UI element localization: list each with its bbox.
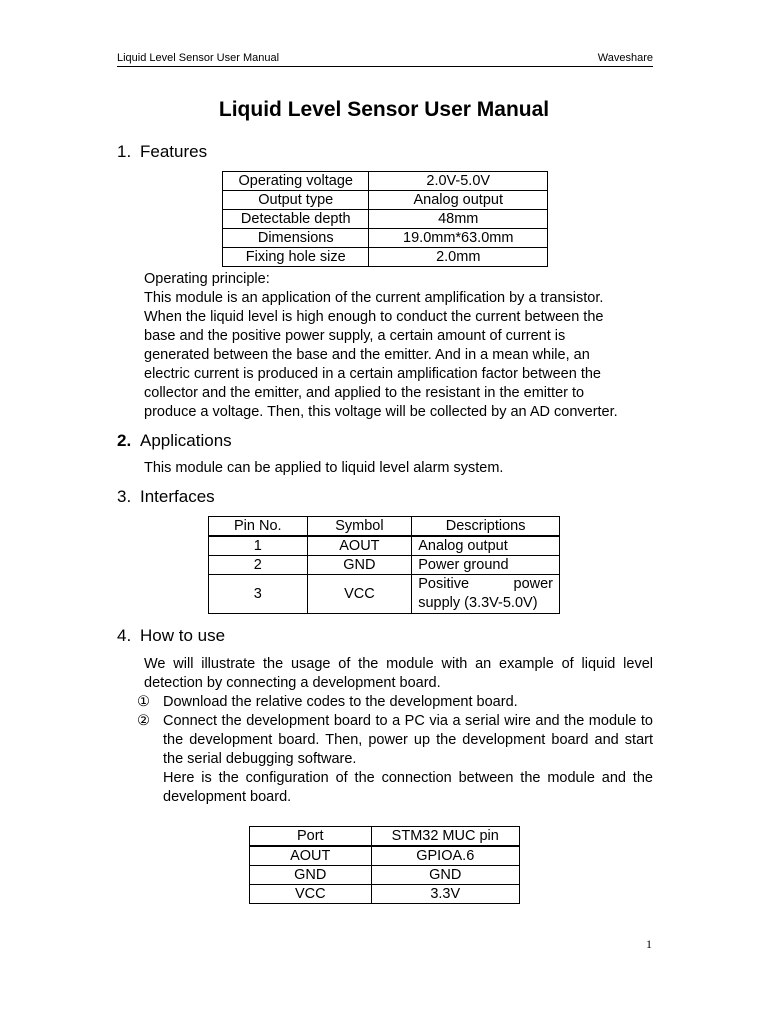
table-row	[209, 536, 560, 556]
page-title: Liquid Level Sensor User Manual	[218, 98, 550, 121]
section-number: 1.	[117, 142, 132, 161]
table-row	[250, 866, 520, 885]
table-cell: Dimensions	[223, 229, 369, 248]
table-cell: GND	[371, 866, 519, 885]
table-row	[223, 229, 548, 248]
table-cell: 2.0V-5.0V	[369, 172, 548, 191]
description-word: Positive	[418, 576, 470, 592]
how-to-use-intro: We will illustrate the usage of the module with an example of liquid level detection by connecting a development board.	[144, 656, 653, 691]
section-heading-interfaces	[117, 486, 215, 508]
section-label: Features	[140, 142, 208, 161]
running-header	[117, 52, 653, 67]
text-line: produce a voltage. Then, this voltage will be collected by an AD converter.	[144, 404, 618, 420]
text-line: electric current is produced in a certain amplification factor between the	[144, 366, 601, 382]
table-cell: 2.0mm	[369, 248, 548, 267]
section-number: 3.	[117, 487, 132, 506]
table-row	[223, 210, 548, 229]
column-header: Port	[250, 827, 372, 847]
table-row	[250, 885, 520, 904]
section-number: 2.	[117, 431, 132, 450]
text-line: collector and the emitter, and applied to the resistant in the emitter to	[144, 385, 585, 401]
column-header: STM32 MUC pin	[371, 827, 519, 847]
table-cell: VCC	[307, 575, 412, 614]
table-header-row	[250, 827, 520, 847]
table-row	[209, 575, 560, 614]
section-label: Interfaces	[140, 487, 215, 506]
operating-principle	[144, 270, 653, 422]
table-cell: VCC	[250, 885, 372, 904]
text-line: This module is an application of the current amplification by a transistor.	[144, 290, 604, 306]
table-row	[223, 172, 548, 191]
section-heading-applications	[117, 430, 232, 452]
table-cell: Analog output	[369, 191, 548, 210]
section-label: Applications	[140, 431, 232, 450]
section-heading-how-to-use	[117, 625, 225, 647]
table-cell: AOUT	[250, 846, 372, 866]
step-extra-text: Here is the configuration of the connection between the module and the development board.	[163, 770, 653, 805]
column-header: Descriptions	[412, 517, 560, 537]
table-cell: GND	[307, 556, 412, 575]
description-line	[418, 575, 553, 594]
table-cell: Power ground	[412, 556, 560, 575]
section-number: 4.	[117, 626, 132, 645]
table-cell: Output type	[223, 191, 369, 210]
table-row	[250, 846, 520, 866]
table-header-row	[209, 517, 560, 537]
step-text: Download the relative codes to the development board.	[163, 694, 518, 710]
table-cell: Operating voltage	[223, 172, 369, 191]
table-cell: Analog output	[412, 536, 560, 556]
description-word: power	[513, 576, 553, 592]
table-cell: Fixing hole size	[223, 248, 369, 267]
step-1	[137, 693, 653, 712]
text-line: base and the positive power supply, a certain amount of current is	[144, 328, 566, 344]
header-brand: Waveshare	[597, 52, 653, 64]
column-header: Pin No.	[209, 517, 308, 537]
step-marker: ①	[137, 694, 150, 710]
section-label: How to use	[140, 626, 226, 645]
table-cell: GPIOA.6	[371, 846, 519, 866]
table-cell	[412, 575, 560, 614]
table-cell: GND	[250, 866, 372, 885]
section-heading-features	[117, 141, 207, 163]
table-cell: 19.0mm*63.0mm	[369, 229, 548, 248]
step-marker: ②	[137, 713, 150, 729]
description-line: supply (3.3V-5.0V)	[418, 595, 538, 611]
table-cell: 2	[209, 556, 308, 575]
applications-text: This module can be applied to liquid level alarm system.	[144, 460, 504, 476]
column-header: Symbol	[307, 517, 412, 537]
table-cell: 3.3V	[371, 885, 519, 904]
table-cell: AOUT	[307, 536, 412, 556]
step-text: Connect the development board to a PC via a serial wire and the module to the development board. Then, power up the development board and start the serial debugging software.	[163, 713, 653, 767]
table-row	[223, 191, 548, 210]
table-cell: 1	[209, 536, 308, 556]
features-table	[222, 171, 548, 267]
port-table	[249, 826, 520, 904]
text-line: When the liquid level is high enough to conduct the current between the	[144, 309, 604, 325]
header-doc-title: Liquid Level Sensor User Manual	[117, 52, 280, 64]
interfaces-table	[208, 516, 560, 614]
table-row	[209, 556, 560, 575]
table-cell: Detectable depth	[223, 210, 369, 229]
table-row	[223, 248, 548, 267]
text-line: generated between the base and the emitter. And in a mean while, an	[144, 347, 590, 363]
table-cell: 3	[209, 575, 308, 614]
page-number: 1	[646, 937, 652, 951]
operating-principle-label: Operating principle:	[144, 271, 270, 287]
step-2	[137, 712, 653, 807]
table-cell: 48mm	[369, 210, 548, 229]
